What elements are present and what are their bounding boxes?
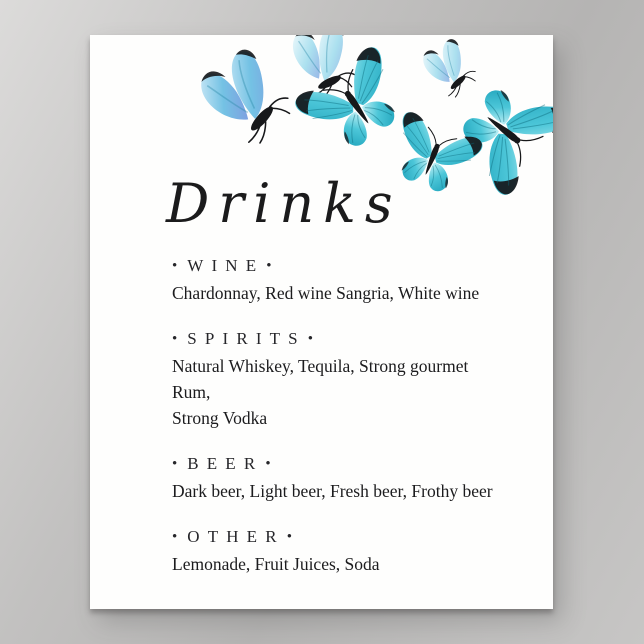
section-header-label: OTHER xyxy=(187,527,285,546)
page-title: Drinks xyxy=(166,172,402,235)
menu-list xyxy=(172,253,532,597)
section-spirits xyxy=(172,326,532,431)
menu-item-line: Natural Whiskey, Tequila, Strong gourmet xyxy=(172,356,469,376)
bullet-icon: • xyxy=(265,456,271,472)
bullet-icon: • xyxy=(172,456,178,472)
section-header-label: BEER xyxy=(187,454,264,473)
section-wine xyxy=(172,253,532,306)
section-header-beer xyxy=(172,451,532,478)
menu-item-line: Lemonade, Fruit Juices, Soda xyxy=(172,554,380,574)
menu-item-line: Chardonnay, Red wine Sangria, White wine xyxy=(172,283,480,303)
bullet-icon: • xyxy=(172,258,178,274)
bullet-icon: • xyxy=(266,258,272,274)
drinks-menu-poster xyxy=(90,35,553,609)
bullet-icon: • xyxy=(286,529,292,545)
section-header-label: WINE xyxy=(187,256,265,275)
butterfly-icon xyxy=(193,42,300,155)
section-beer xyxy=(172,451,532,504)
butterfly-icon xyxy=(419,35,481,103)
section-header-other xyxy=(172,524,532,551)
section-header-label: SPIRITS xyxy=(187,329,306,348)
bullet-icon: • xyxy=(172,331,178,347)
butterfly-icon xyxy=(444,67,553,198)
section-other xyxy=(172,524,532,577)
menu-item-line: Strong Vodka xyxy=(172,408,268,428)
menu-item-line: Rum, xyxy=(172,382,211,402)
menu-item-line: Dark beer, Light beer, Fresh beer, Frothy beer xyxy=(172,481,493,501)
bullet-icon: • xyxy=(172,529,178,545)
section-header-spirits xyxy=(172,326,532,353)
section-header-wine xyxy=(172,253,532,280)
bullet-icon: • xyxy=(307,331,314,347)
